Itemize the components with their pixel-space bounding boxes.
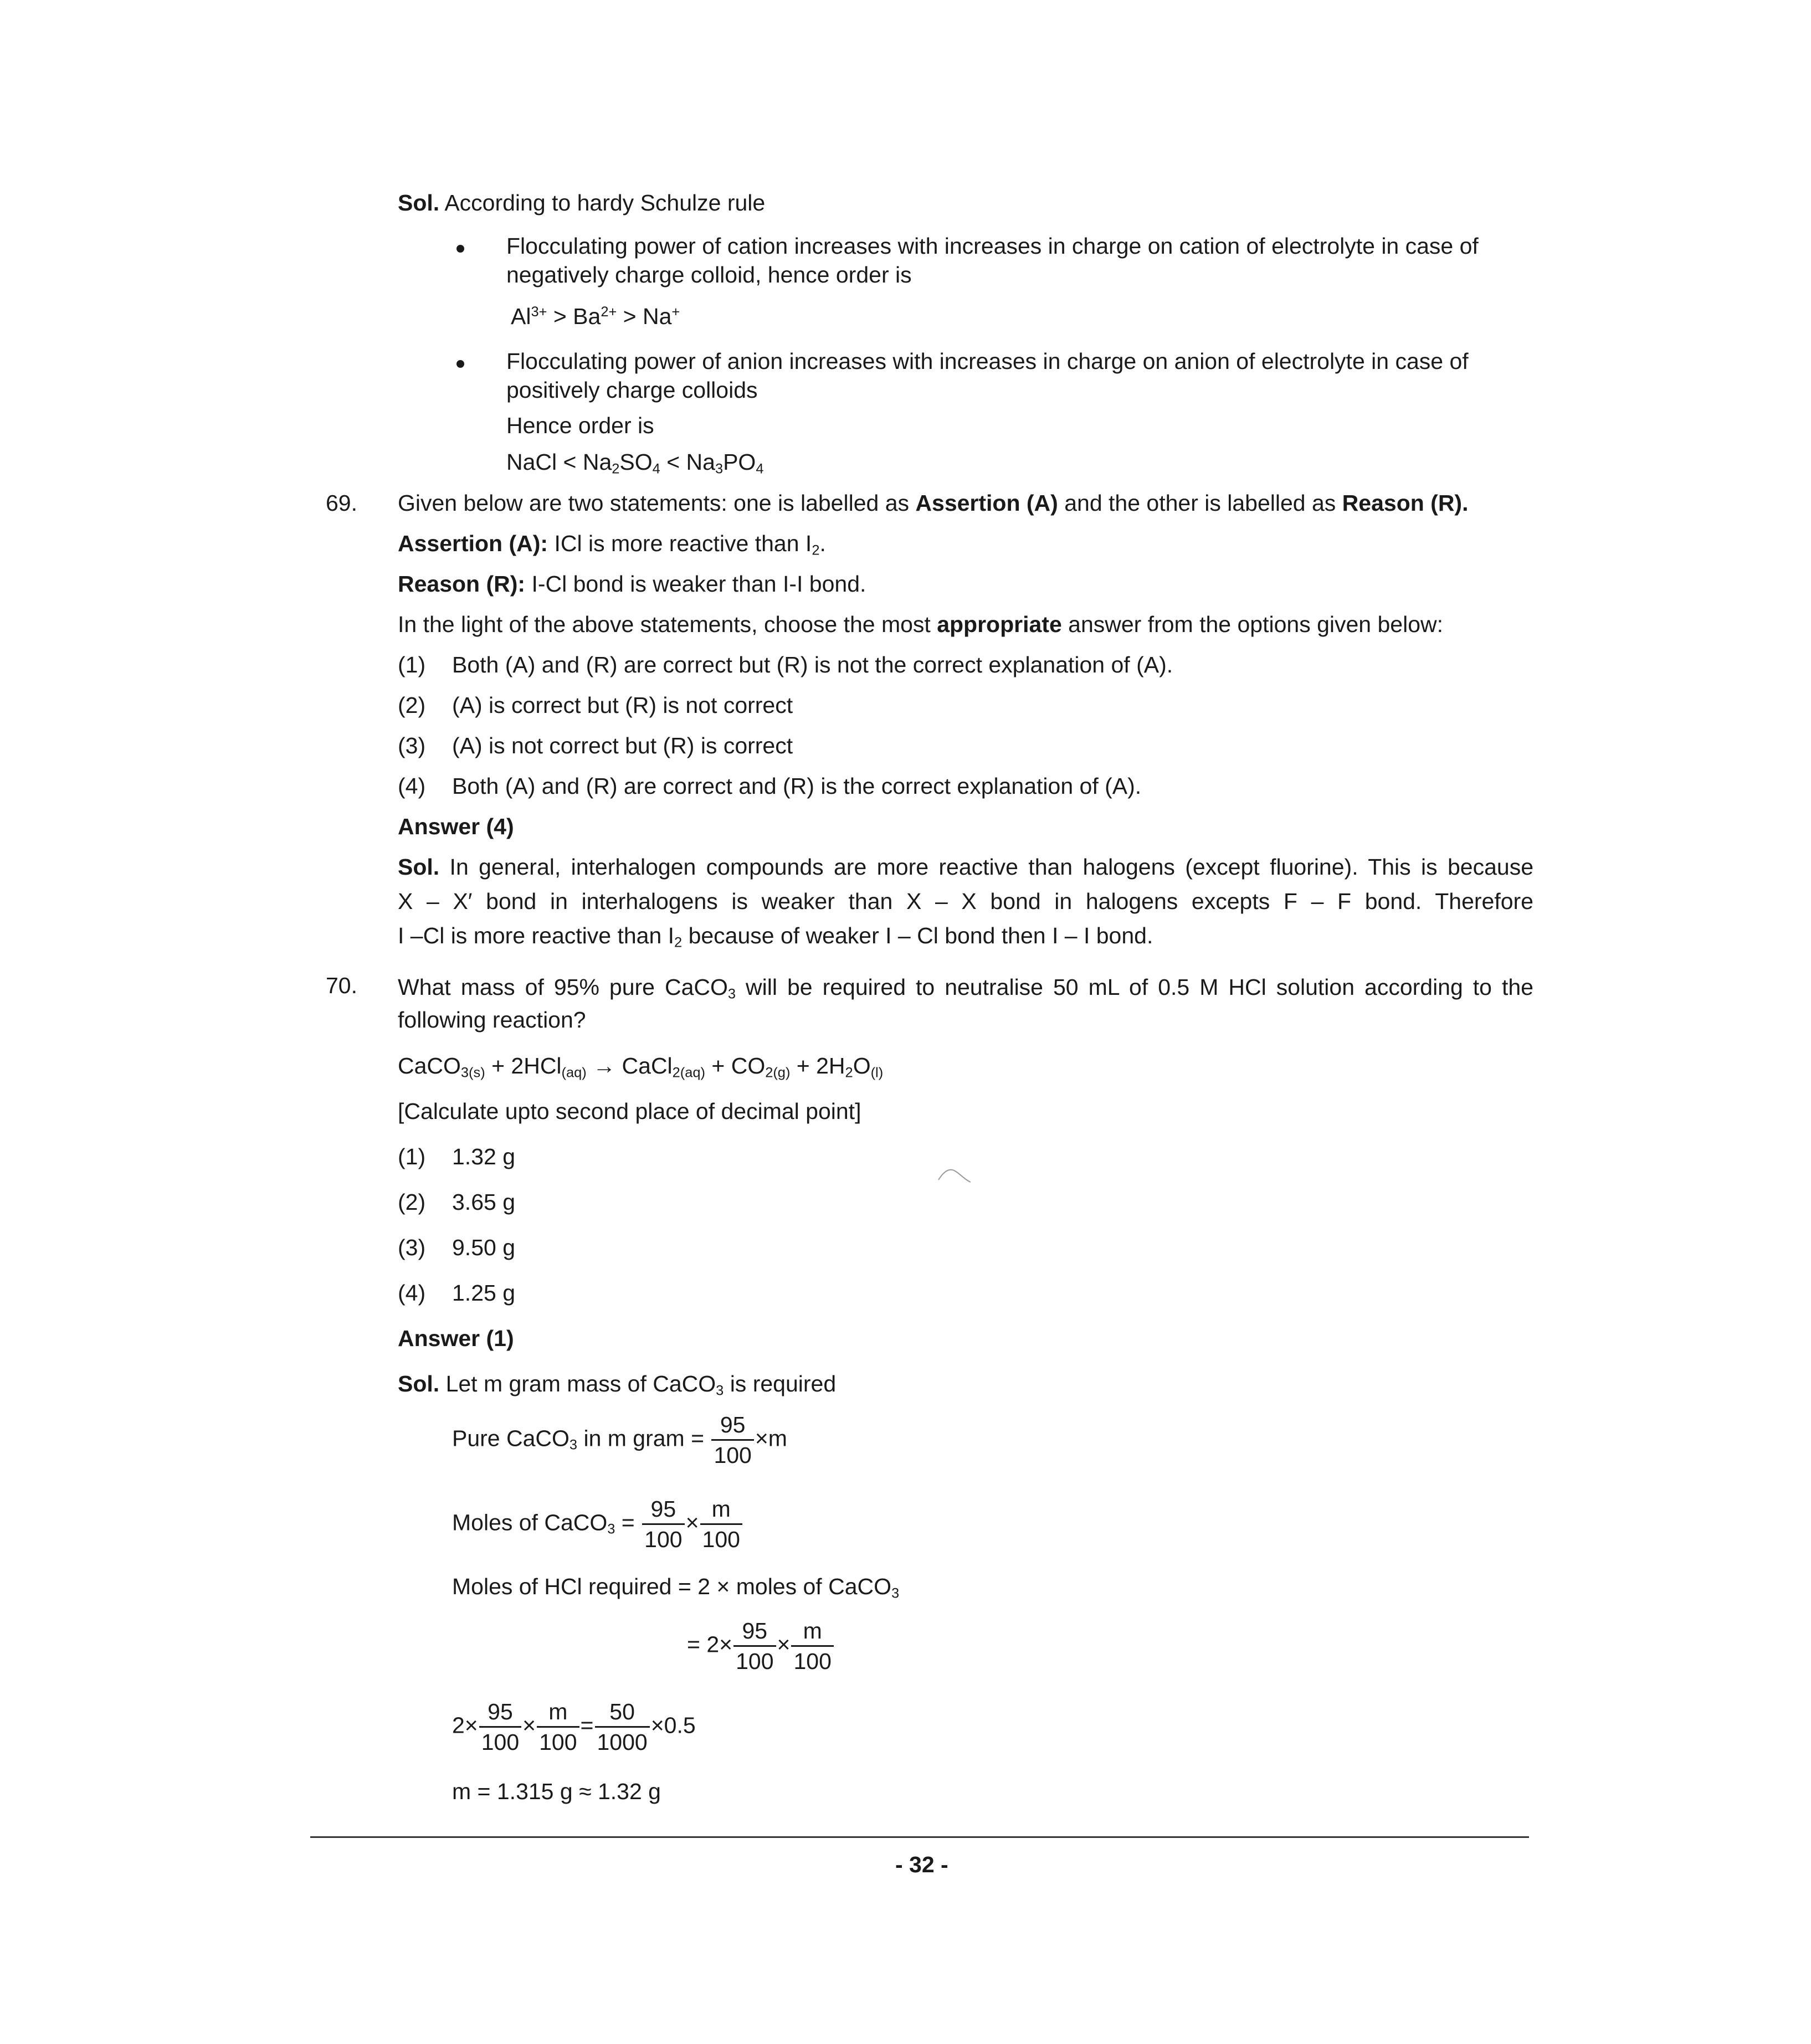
q69-sol-line1: Sol. In general, interhalogen compounds are more reactive than halogens (except fluorine). This is because (398, 854, 1533, 880)
q70-note: [Calculate upto second place of decimal point] (398, 1098, 861, 1124)
q69-option-2: (2) (A) is correct but (R) is not correct (398, 692, 793, 718)
q70-hcl-line: Moles of HCl required = 2 × moles of CaCO$_3$ (452, 1574, 900, 1601)
anion-order: NaCl < $Na_2SO_4 < Na_3PO_4$ (506, 449, 764, 477)
q69-answer: Answer (4) (398, 814, 514, 839)
scan-mark-icon (936, 1163, 975, 1185)
q69-option-3: (3) (A) is not correct but (R) is correct (398, 733, 793, 758)
fraction: $\frac{95}{100}$ (733, 1617, 776, 1675)
sol-label: Sol. (398, 190, 440, 215)
q70-result: m = 1.315 g ≈ 1.32 g (452, 1779, 661, 1804)
q70-stem-line1: What mass of 95% pure CaCO$_3$ will be required to neutralise 50 mL of 0.5 M HCl solution according to the (398, 974, 1533, 1002)
fraction: $\frac{95}{100}$ (479, 1698, 521, 1755)
question-number: 69. (326, 490, 357, 516)
q69-sol-line2: X – X′ bond in interhalogens is weaker than X – X bond in halogens excepts F – F bond. Therefore (398, 889, 1533, 914)
q69-assertion: Assertion (A): ICl is more reactive than $I_2$. (398, 531, 826, 558)
q70-option-3: (3) 9.50 g (398, 1235, 515, 1260)
q70-stem-line2: following reaction? (398, 1007, 586, 1033)
question-number: 70. (326, 973, 357, 998)
sol68-bullet2-line2: positively charge colloids (506, 377, 758, 403)
fraction: $\frac{m}{100}$ (791, 1617, 833, 1675)
q70-sol-intro: Sol. Let m gram mass of CaCO$_3$ is required (398, 1371, 837, 1399)
q69-stem: Given below are two statements: one is labelled as Assertion (A) and the other is labelled as Reason (R). (398, 490, 1469, 516)
sol68-hence: Hence order is (506, 413, 654, 438)
q70-reaction: CaCO$_{3(s)}$ + 2HCl$_{(aq)}$ → CaCl$_{2(aq)}$ + $CO_{2(g)} + 2H_2O_{(l)}$ (398, 1053, 884, 1081)
sol68-bullet1-line2: negatively charge colloid, hence order is (506, 262, 912, 287)
sol68-intro: According to hardy Schulze rule (444, 190, 766, 215)
fraction: $\frac{50}{1000}$ (595, 1698, 650, 1755)
sol68-bullet1-line1: Flocculating power of cation increases with increases in charge on cation of electrolyte in case of (506, 233, 1479, 259)
q70-balance-equation: 2× $\frac{95}{100}$ × $\frac{m}{100}$ = $\frac{50}{1000}$ ×0.5 (452, 1699, 696, 1755)
q69-option-4: (4) Both (A) and (R) are correct and (R) is the correct explanation of (A). (398, 773, 1142, 799)
q70-answer: Answer (1) (398, 1326, 514, 1351)
fraction: $\frac{95}{100}$ (711, 1411, 753, 1468)
sol68-bullet2-line1: Flocculating power of anion increases with increases in charge on anion of electrolyte in case of (506, 348, 1469, 374)
sol68-intro-line (398, 188, 765, 217)
q70-option-4: (4) 1.25 g (398, 1280, 515, 1306)
q70-moles-equation: Moles of CaCO$_3$ = $\frac{95}{100}$ × $\frac{m}{100}$ (452, 1496, 743, 1553)
fraction: $\frac{m}{100}$ (700, 1496, 742, 1553)
bullet-icon (456, 245, 464, 253)
q70-option-1: (1) 1.32 g (398, 1144, 515, 1169)
page-number: - 32 - (895, 1852, 948, 1877)
q69-option-1: (1) Both (A) and (R) are correct but (R) is not the correct explanation of (A). (398, 652, 1173, 677)
cation-order: $Al^{3+} > Ba^{2+} > Na^+$ (511, 304, 680, 329)
q70-hcl-equation: = 2× $\frac{95}{100}$ × $\frac{m}{100}$ (687, 1617, 835, 1675)
q69-reason: Reason (R): I-Cl bond is weaker than I-I bond. (398, 571, 866, 597)
q69-sol-line3: I –Cl is more reactive than $I_2$ because of weaker I – Cl bond then I – I bond. (398, 923, 1153, 951)
arrow-icon: → (586, 1053, 622, 1079)
footer-rule (310, 1836, 1529, 1838)
q70-pure-equation: Pure CaCO$_3$ in m gram = $\frac{95}{100}$ ×m (452, 1412, 787, 1468)
q69-prompt: In the light of the above statements, choose the most appropriate answer from the options given below: (398, 612, 1444, 637)
bullet-icon (456, 360, 464, 368)
q70-option-2: (2) 3.65 g (398, 1189, 515, 1215)
fraction: $\frac{m}{100}$ (537, 1698, 579, 1755)
fraction: $\frac{95}{100}$ (642, 1496, 684, 1553)
